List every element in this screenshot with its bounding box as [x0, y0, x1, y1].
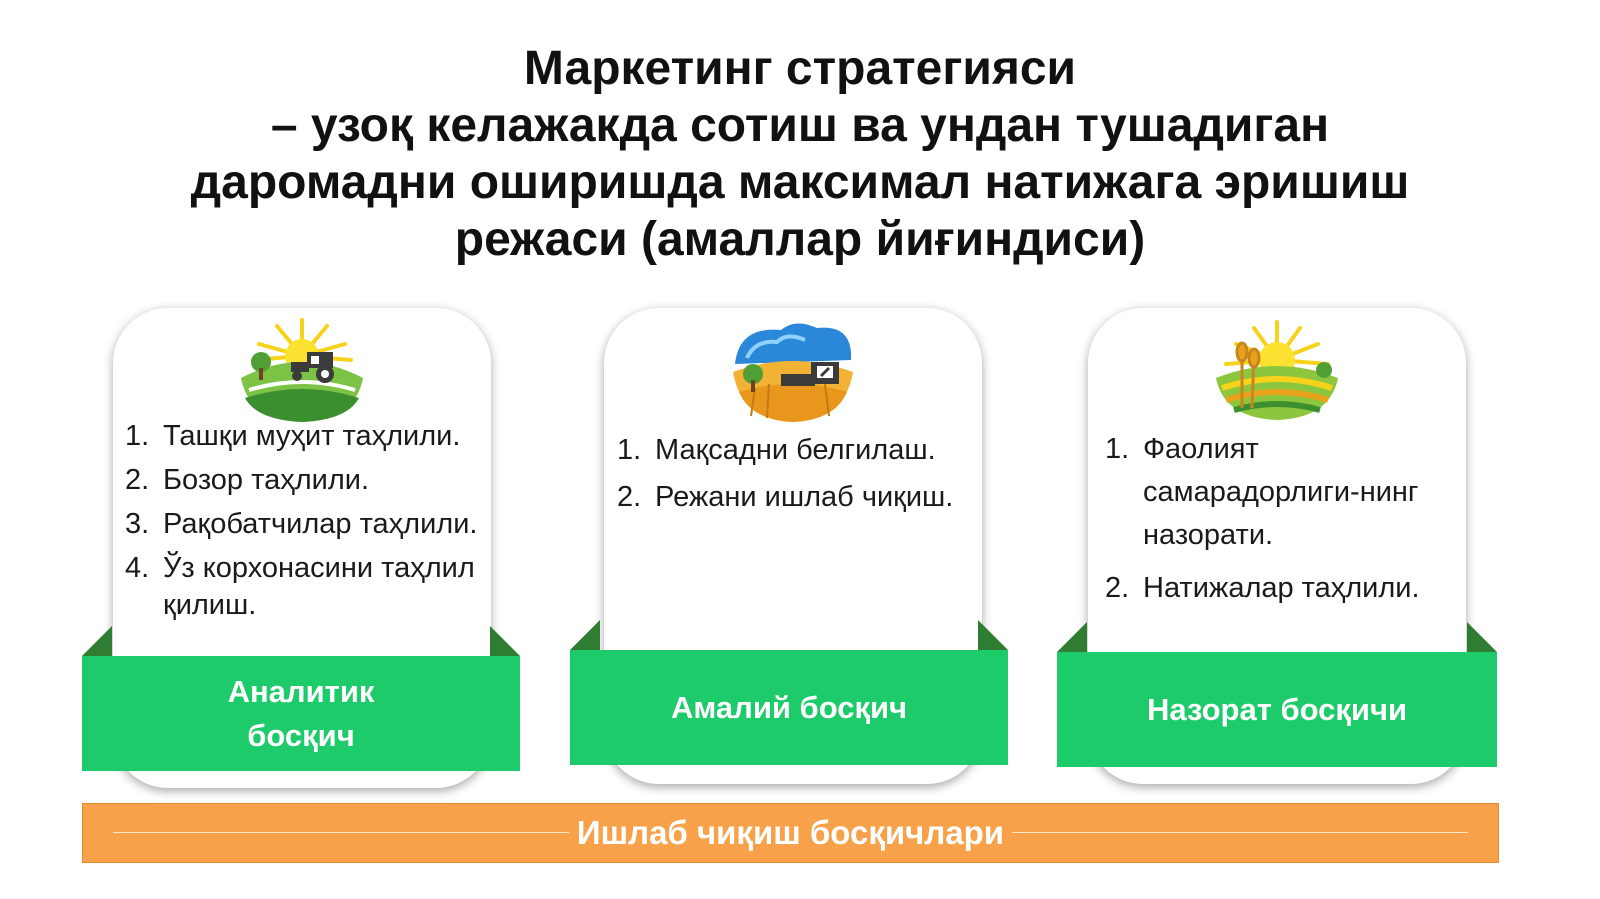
title-line-4: режаси (амаллар йиғиндиси)	[454, 213, 1146, 266]
analytic-steps-list	[125, 418, 491, 631]
ribbon-fold-right	[1467, 622, 1497, 652]
ribbon-fold-left	[1057, 622, 1087, 652]
stage-label: Аналитик босқич	[227, 673, 375, 753]
ribbon-fold-right	[978, 620, 1008, 650]
list-item: 2. Натижалар таҳлили.	[1105, 572, 1420, 604]
harvester-field-icon	[725, 318, 861, 429]
ribbon-fold-left	[570, 620, 600, 650]
stage-label: Амалий босқич	[670, 689, 908, 725]
wheat-sun-icon	[1212, 318, 1342, 427]
list-item: 1. Фаолият самарадорлиги-нинг назорати.	[1105, 433, 1419, 551]
slide-title	[80, 40, 1520, 268]
title-line-1: Маркетинг стратегияси	[523, 42, 1077, 95]
title-line-2: – узоқ келажакда сотиш ва ундан тушадиган	[270, 99, 1330, 152]
practical-steps-list	[617, 432, 972, 526]
ribbon-fold-right	[490, 626, 520, 656]
ribbon-fold-left	[82, 626, 112, 656]
footer-bar	[82, 803, 1499, 863]
list-item: 1. Ташқи муҳит таҳлили.	[125, 420, 461, 452]
footer-label: Ишлаб чиқиш босқичлари	[569, 814, 1012, 852]
control-steps-list	[1105, 428, 1460, 620]
list-item: 2. Бозор таҳлили.	[125, 464, 370, 496]
stage-banner-control	[1057, 652, 1497, 767]
list-item: 2. Режани ишлаб чиқиш.	[617, 481, 954, 513]
stage-banner-analytic	[82, 656, 520, 771]
stage-label: Назорат босқичи	[1146, 691, 1408, 727]
list-item: 4. Ўз корхонасини таҳлил қилиш.	[125, 552, 475, 621]
stage-banner-practical	[570, 650, 1008, 765]
list-item: 3. Рақобатчилар таҳлили.	[125, 508, 478, 540]
tractor-field-icon	[237, 316, 367, 429]
list-item: 1. Мақсадни белгилаш.	[617, 434, 936, 466]
title-line-3: даромадни оширишда максимал натижага эришиш	[190, 156, 1410, 209]
